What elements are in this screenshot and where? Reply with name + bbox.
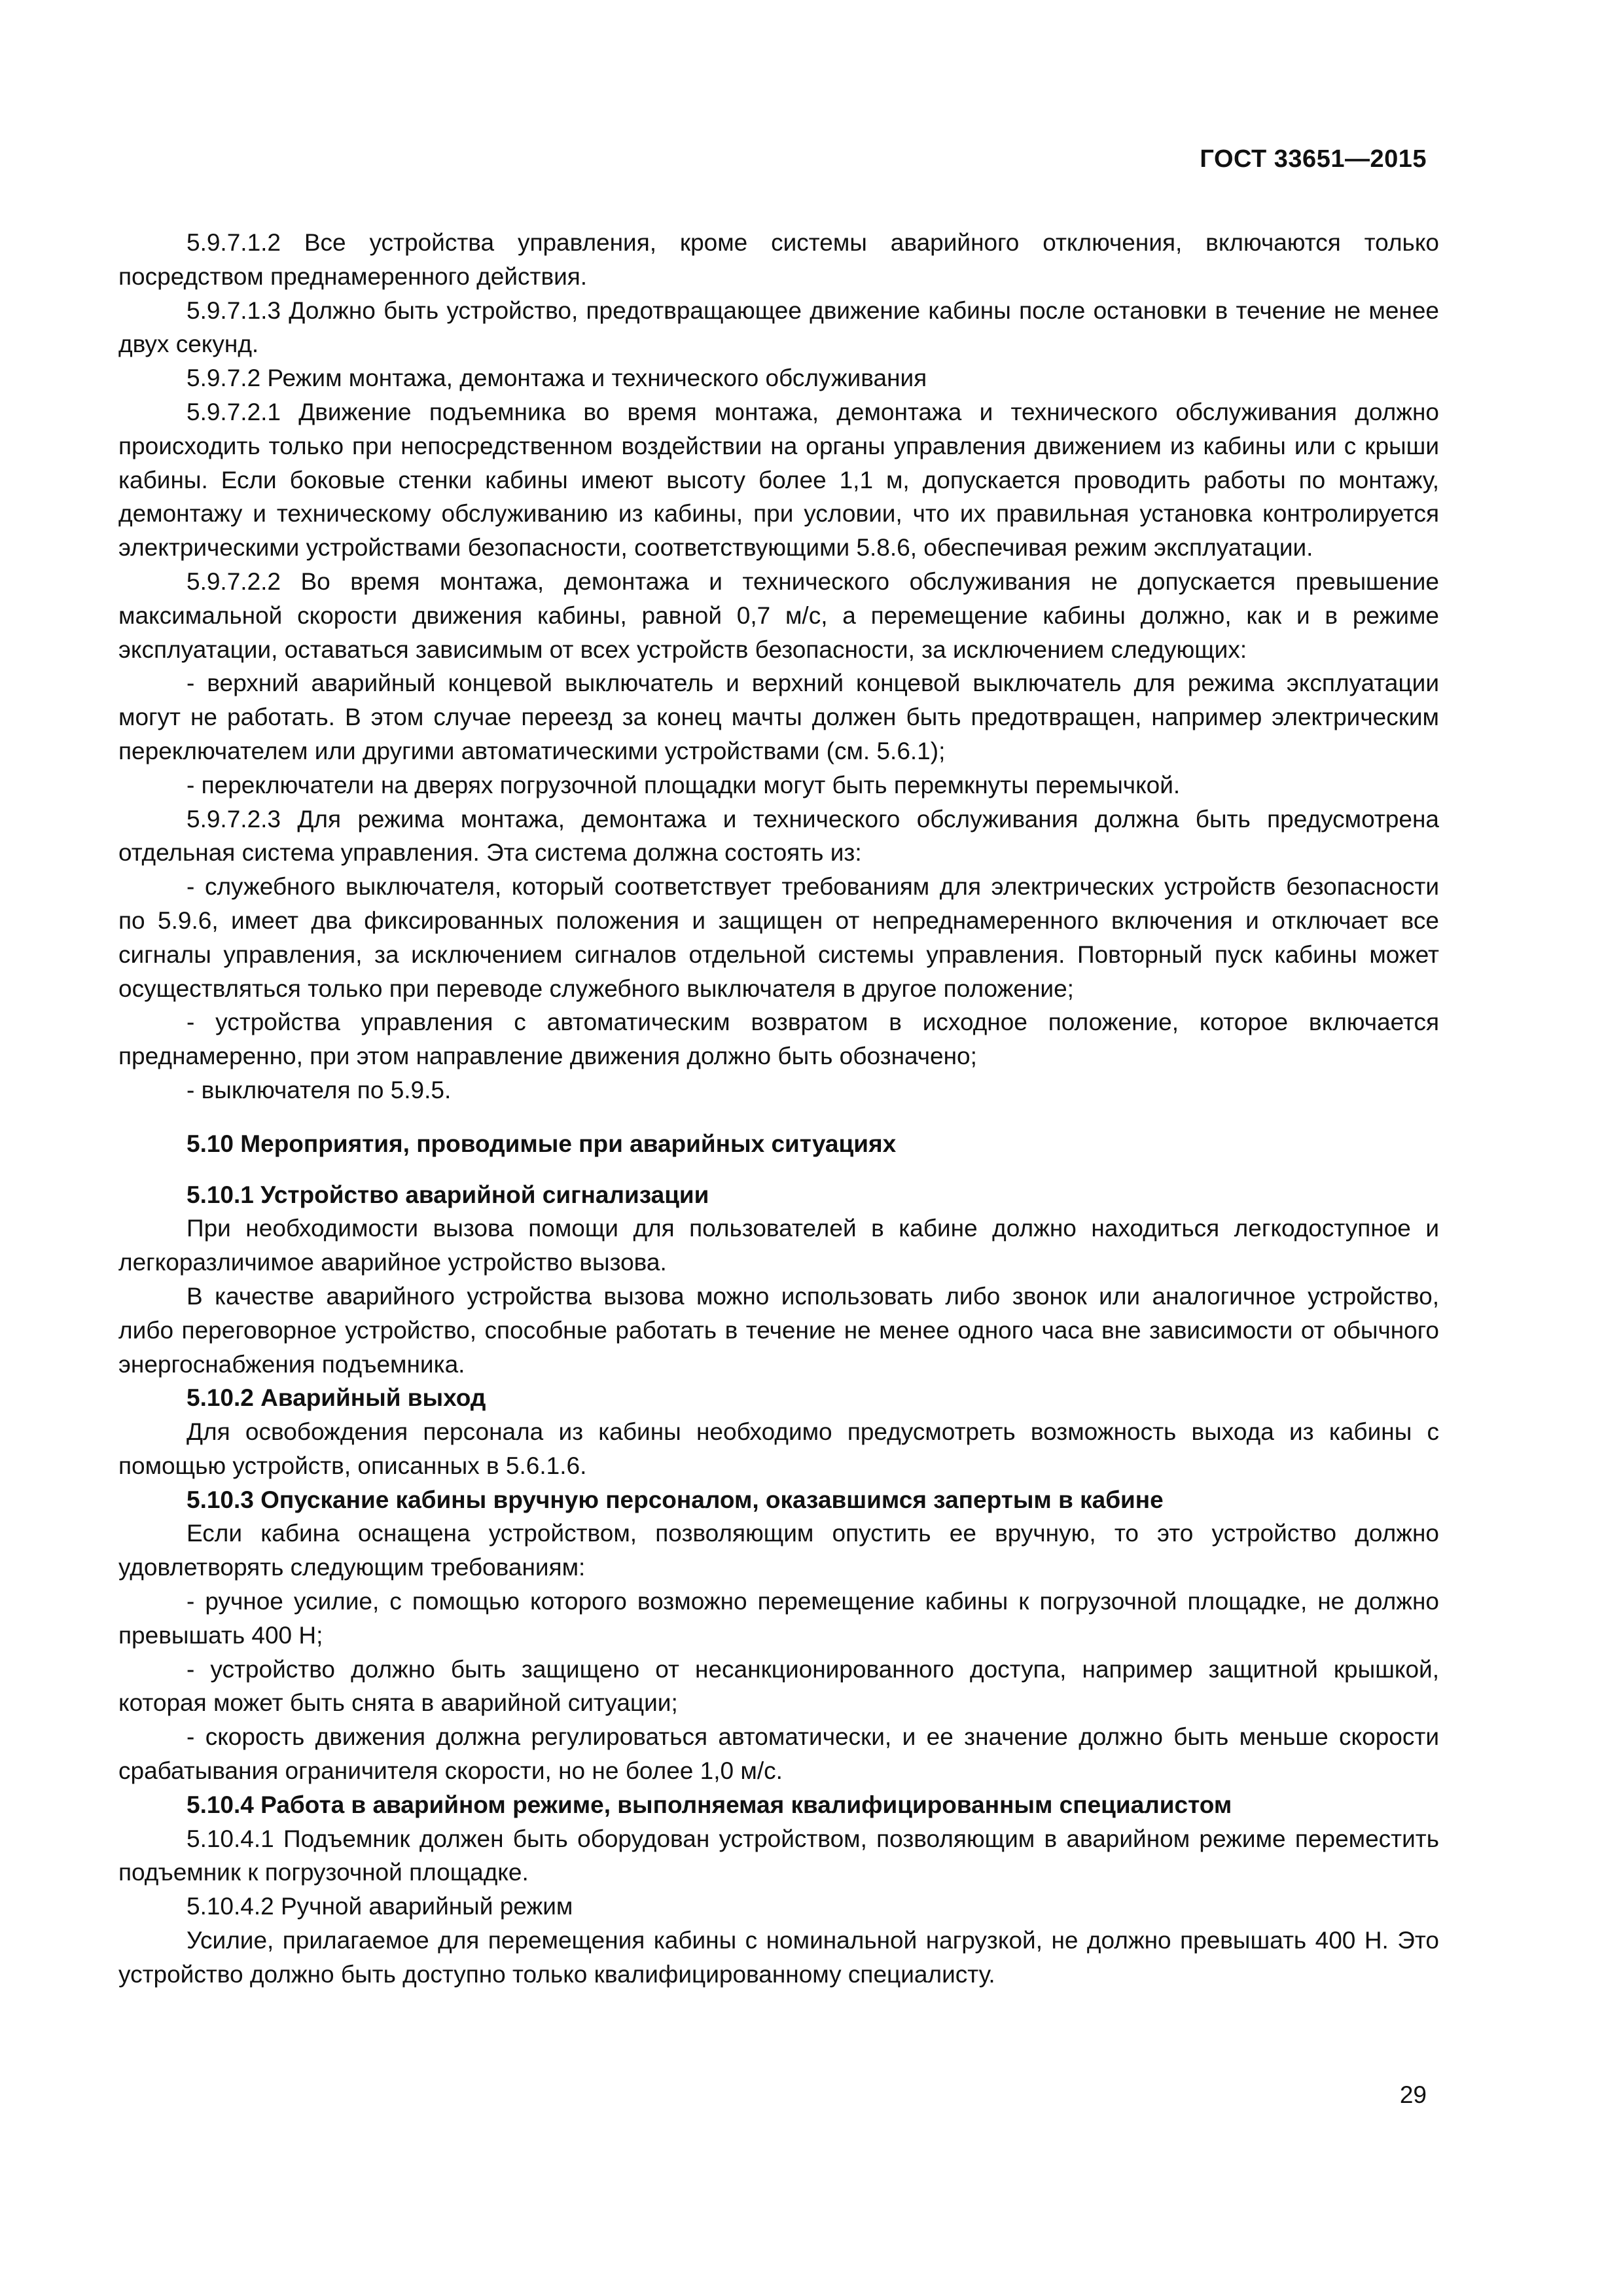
paragraph: 5.10.4.2 Ручной аварийный режим xyxy=(187,1893,573,1920)
paragraph: - переключатели на дверях погрузочной площадки могут быть перемкнуты перемычкой. xyxy=(187,771,1181,798)
section-heading: 5.10.2 Аварийный выход xyxy=(187,1384,486,1412)
section-heading: 5.10.3 Опускание кабины вручную персоналом, оказавшимся запертым в кабине xyxy=(187,1486,1164,1513)
paragraph: Если кабина оснащена устройством, позволяющим опустить ее вручную, то это устройство должно удовлетворять следующим требованиям: xyxy=(118,1520,1439,1581)
page-number: 29 xyxy=(1399,2081,1427,2108)
document-body xyxy=(118,226,1439,1992)
paragraph: 5.9.7.2.1 Движение подъемника во время монтажа, демонтажа и технического обслуживания должно происходить только при непосредственном воздействии на органы управления движением из кабины или с крыши кабины. Если боковые стенки кабины имеют высоту более 1,1 м, допускается проводить работы по монтажу, демонтажу и техническому обслуживанию из кабины, при условии, что их правильная установка контролируется электрическими устройствами безопасности, соответствующими 5.8.6, обеспечивая режим эксплуатации. xyxy=(118,398,1439,562)
paragraph: 5.10.4.1 Подъемник должен быть оборудован устройством, позволяющим в аварийном режиме переместить подъемник к погрузочной площадке. xyxy=(118,1825,1439,1886)
paragraph: В качестве аварийного устройства вызова можно использовать либо звонок или аналогичное устройство, либо переговорное устройство, способные работать в течение не менее одного часа вне зависимости от обычного энергоснабжения подъемника. xyxy=(118,1282,1439,1378)
paragraph: 5.9.7.2 Режим монтажа, демонтажа и технического обслуживания xyxy=(187,365,927,392)
paragraph: - верхний аварийный концевой выключатель и верхний концевой выключатель для режима эксплуатации могут не работать. В этом случае переезд за конец мачты должен быть предотвращен, например электрическим переключателем или другими автоматическими устройствами (см. 5.6.1); xyxy=(118,670,1439,764)
document-code-header: ГОСТ 33651—2015 xyxy=(1200,145,1427,173)
paragraph: 5.9.7.2.2 Во время монтажа, демонтажа и технического обслуживания не допускается превышение максимальной скорости движения кабины, равной 0,7 м/с, а перемещение кабины должно, как и в режиме эксплуатации, оставаться зависимым от всех устройств безопасности, за исключением следующих: xyxy=(118,567,1439,663)
paragraph: Для освобождения персонала из кабины необходимо предусмотреть возможность выхода из кабины с помощью устройств, описанных в 5.6.1.6. xyxy=(118,1418,1439,1479)
paragraph: - служебного выключателя, который соответствует требованиям для электрических устройств безопасности по 5.9.6, имеет два фиксированных положения и защищен от непреднамеренного включения и отключает все сигналы управления, за исключением сигналов отдельной системы управления. Повторный пуск кабины может осуществляться только при переводе служебного выключателя в другое положение; xyxy=(118,873,1439,1002)
paragraph: - скорость движения должна регулироваться автоматически, и ее значение должно быть меньше скорости срабатывания ограничителя скорости, но не более 1,0 м/с. xyxy=(118,1723,1439,1785)
paragraph: - ручное усилие, с помощью которого возможно перемещение кабины к погрузочной площадке, не должно превышать 400 Н; xyxy=(118,1588,1439,1649)
section-heading: 5.10.1 Устройство аварийной сигнализации xyxy=(187,1181,709,1208)
paragraph: - выключателя по 5.9.5. xyxy=(187,1076,452,1103)
paragraph: Усилие, прилагаемое для перемещения кабины с номинальной нагрузкой, не должно превышать 400 Н. Это устройство должно быть доступно только квалифицированному специалисту. xyxy=(118,1927,1439,1988)
paragraph: 5.9.7.2.3 Для режима монтажа, демонтажа и технического обслуживания должна быть предусмотрена отдельная система управления. Эта система должна состоять из: xyxy=(118,805,1439,867)
paragraph: 5.9.7.1.3 Должно быть устройство, предотвращающее движение кабины после остановки в течение не менее двух секунд. xyxy=(118,296,1439,358)
section-heading: 5.10 Мероприятия, проводимые при аварийных ситуациях xyxy=(187,1130,897,1157)
paragraph: - устройства управления с автоматическим возвратом в исходное положение, которое включается преднамеренно, при этом направление движения должно быть обозначено; xyxy=(118,1009,1439,1070)
paragraph: 5.9.7.1.2 Все устройства управления, кроме системы аварийного отключения, включаются только посредством преднамеренного действия. xyxy=(118,229,1439,290)
paragraph: При необходимости вызова помощи для пользователей в кабине должно находиться легкодоступное и легкоразличимое аварийное устройство вызова. xyxy=(118,1215,1439,1276)
section-heading: 5.10.4 Работа в аварийном режиме, выполняемая квалифицированным специалистом xyxy=(187,1791,1232,1818)
paragraph: - устройство должно быть защищено от несанкционированного доступа, например защитной крышкой, которая может быть снята в аварийной ситуации; xyxy=(118,1655,1439,1717)
